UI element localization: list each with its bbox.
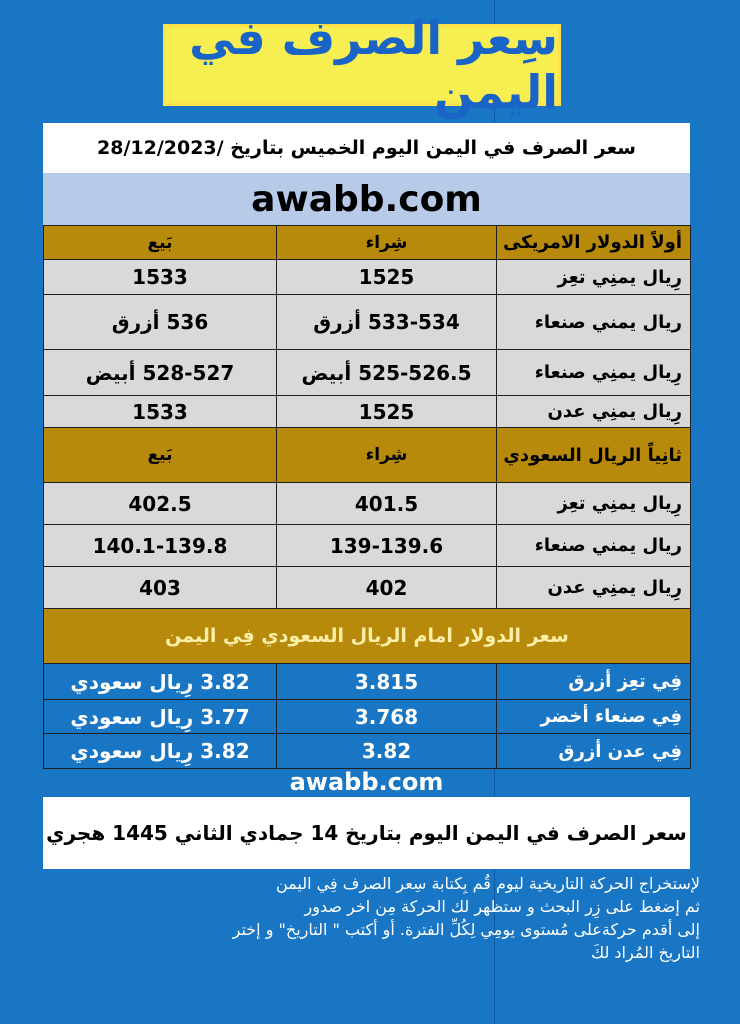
table-row [44, 700, 691, 734]
dollar-buy-label: شِراء [277, 226, 497, 260]
city-name: فِي صنعاء أخضر [497, 700, 691, 734]
city-name: ريال يمني صنعاء [497, 295, 691, 350]
city-name: رِيال يمنِي عدن [497, 567, 691, 609]
buy-value: 402 [277, 567, 497, 609]
note-line: إلى أقدم حركةعلى مُستوى يومِي لِكُلِّ الفترة. أو أكتب " التاريخ" و إختر [232, 920, 700, 939]
buy-value: 1525 [277, 260, 497, 295]
footer-site [43, 765, 690, 799]
table-row [44, 567, 691, 609]
buy-value: 3.82 [277, 734, 497, 769]
sell-value: 536 أزرق [44, 295, 277, 350]
dollar-sell-label: بَيع [44, 226, 277, 260]
riyal-heading: ثانِياً الريال السعودي [497, 428, 691, 483]
buy-value: 3.768 [277, 700, 497, 734]
sell-value: 3.82 رِيال سعودي [44, 734, 277, 769]
instructions-note [60, 872, 700, 964]
city-name: رِيال يمنِي عدن [497, 396, 691, 428]
date-line: سعر الصرف في اليمن اليوم الخميس بتاريخ /28/12/2023 [97, 137, 636, 159]
footer-site-name: awabb.com [289, 768, 444, 796]
note-line: لإستخراج الحركة التاريخية ليوم قُم بِكتابة سِعر الصرف فِي اليمن [276, 874, 700, 893]
riyal-buy-label: شِراء [277, 428, 497, 483]
sell-value: 1533 [44, 396, 277, 428]
cross-rate-banner: سعر الدولار امام الريال السعودي فِي اليمن [44, 609, 691, 664]
note-line: ثم إضغط على زِر البحث و ستظهر لك الحركة مِن اخر صدور [304, 897, 700, 916]
table-row [44, 734, 691, 769]
city-name: رِيال يمنِي تعِز [497, 483, 691, 525]
table-row [44, 295, 691, 350]
sell-value: 528-527 أبيض [44, 350, 277, 396]
sell-value: 402.5 [44, 483, 277, 525]
site-band [43, 173, 690, 225]
cross-rate-banner-row [44, 609, 691, 664]
table-row [44, 260, 691, 295]
city-name: رِيال يمنِي تعِز [497, 260, 691, 295]
rates-table [43, 225, 691, 769]
city-name: فِي عدن أزرق [497, 734, 691, 769]
table-row [44, 525, 691, 567]
note-line: التاريخ المُراد لكَ [590, 943, 700, 962]
dollar-heading: أولاً الدولار الامريكى [497, 226, 691, 260]
buy-value: 1525 [277, 396, 497, 428]
sell-value: 3.82 رِيال سعودي [44, 664, 277, 700]
riyal-sell-label: بَيع [44, 428, 277, 483]
sell-value: 403 [44, 567, 277, 609]
table-row [44, 396, 691, 428]
city-name: فِي تعِز أزرق [497, 664, 691, 700]
buy-value: 3.815 [277, 664, 497, 700]
dollar-header-row [44, 226, 691, 260]
buy-value: 139-139.6 [277, 525, 497, 567]
title-banner [163, 11, 561, 119]
sell-value: 1533 [44, 260, 277, 295]
page-title: سِعر الصرف في اليمن [189, 11, 558, 119]
table-row [44, 350, 691, 396]
riyal-header-row [44, 428, 691, 483]
hijri-date-line: سعر الصرف في اليمن اليوم بتاريخ 14 جمادي الثاني 1445 هجري [46, 821, 687, 845]
buy-value: 533-534 أزرق [277, 295, 497, 350]
buy-value: 525-526.5 أبيض [277, 350, 497, 396]
date-header [43, 123, 690, 173]
site-name: awabb.com [251, 178, 482, 220]
sell-value: 140.1-139.8 [44, 525, 277, 567]
table-row [44, 483, 691, 525]
table-row [44, 664, 691, 700]
hijri-date-box [43, 797, 690, 869]
city-name: رِيال يمنِي صنعاء [497, 350, 691, 396]
city-name: ريال يمني صنعاء [497, 525, 691, 567]
sell-value: 3.77 رِيال سعودي [44, 700, 277, 734]
buy-value: 401.5 [277, 483, 497, 525]
